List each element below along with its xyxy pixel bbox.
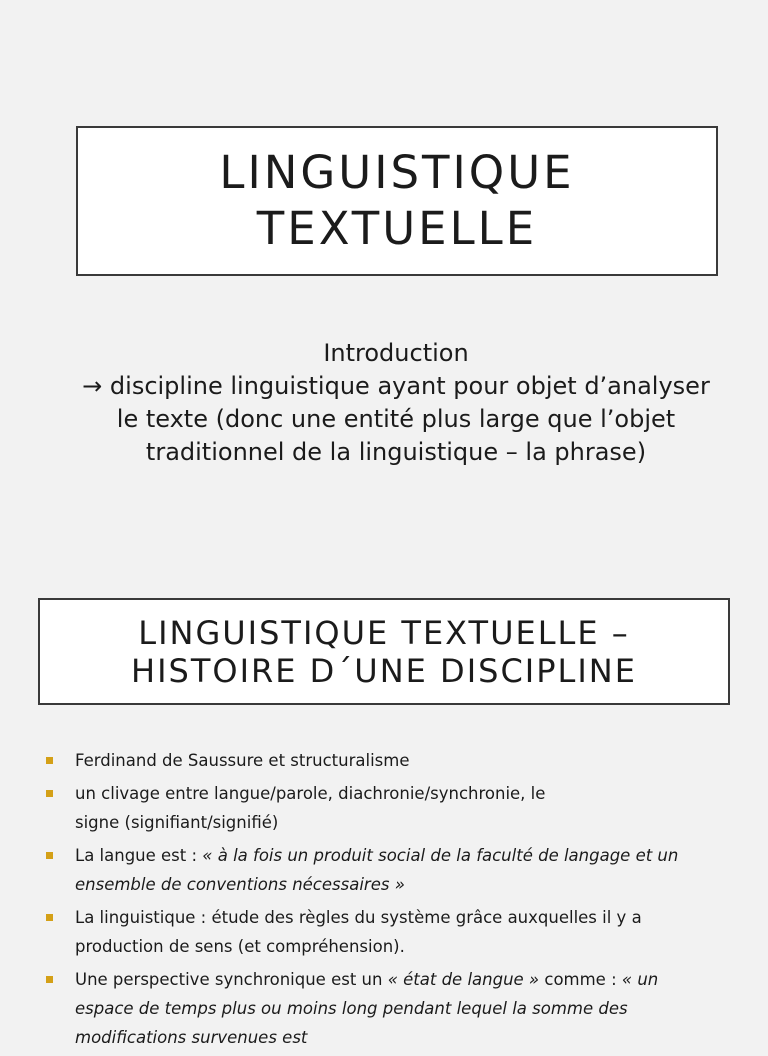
bullet-text: signe (signifiant/signifié)	[75, 813, 279, 832]
slide-title-history	[131, 614, 637, 690]
square-bullet-icon	[46, 757, 53, 764]
list-item	[0, 746, 768, 775]
intro-line-3: traditionnel de la linguistique – la phrase)	[145, 438, 647, 466]
quote-text: « un espace de temps plus ou moins long pendant lequel la somme des modifications survenues est	[75, 970, 659, 1047]
intro-line-1: → discipline linguistique ayant pour objet d’analyser	[82, 372, 710, 400]
square-bullet-icon	[46, 852, 53, 859]
list-item	[0, 903, 768, 961]
history-title-line-2: HISTOIRE D´UNE DISCIPLINE	[131, 651, 637, 690]
history-title-line-1: LINGUISTIQUE TEXTUELLE –	[138, 613, 630, 652]
list-item	[0, 841, 768, 899]
title-line-2: TEXTUELLE	[256, 202, 538, 255]
slide-title-main	[219, 145, 574, 257]
quote-text: « état de langue »	[387, 970, 540, 989]
list-item	[0, 965, 768, 1052]
bullet-text: La langue est :	[75, 846, 203, 865]
bullet-list	[0, 746, 768, 1056]
title-line-1: LINGUISTIQUE	[219, 146, 575, 199]
intro-line-2: le texte (donc une entité plus large que l’objet	[116, 405, 676, 433]
quote-text: « à la fois un produit social de la faculté de langage et un ensemble de conventions nécessaires »	[75, 846, 679, 894]
square-bullet-icon	[46, 790, 53, 797]
title-box-main	[76, 126, 718, 276]
bullet-text: La linguistique : étude des règles du système grâce auxquelles il y a production de sens (et compréhension).	[75, 908, 642, 956]
bullet-text: Ferdinand de Saussure et structuralisme	[75, 751, 410, 770]
list-item	[0, 779, 768, 837]
title-box-history	[38, 598, 730, 705]
bullet-text: comme :	[539, 970, 622, 989]
square-bullet-icon	[46, 976, 53, 983]
intro-heading: Introduction	[323, 339, 469, 367]
square-bullet-icon	[46, 914, 53, 921]
intro-block	[40, 337, 752, 469]
bullet-text: un clivage entre langue/parole, diachronie/synchronie, le	[75, 784, 546, 803]
bullet-text: Une perspective synchronique est un	[75, 970, 388, 989]
